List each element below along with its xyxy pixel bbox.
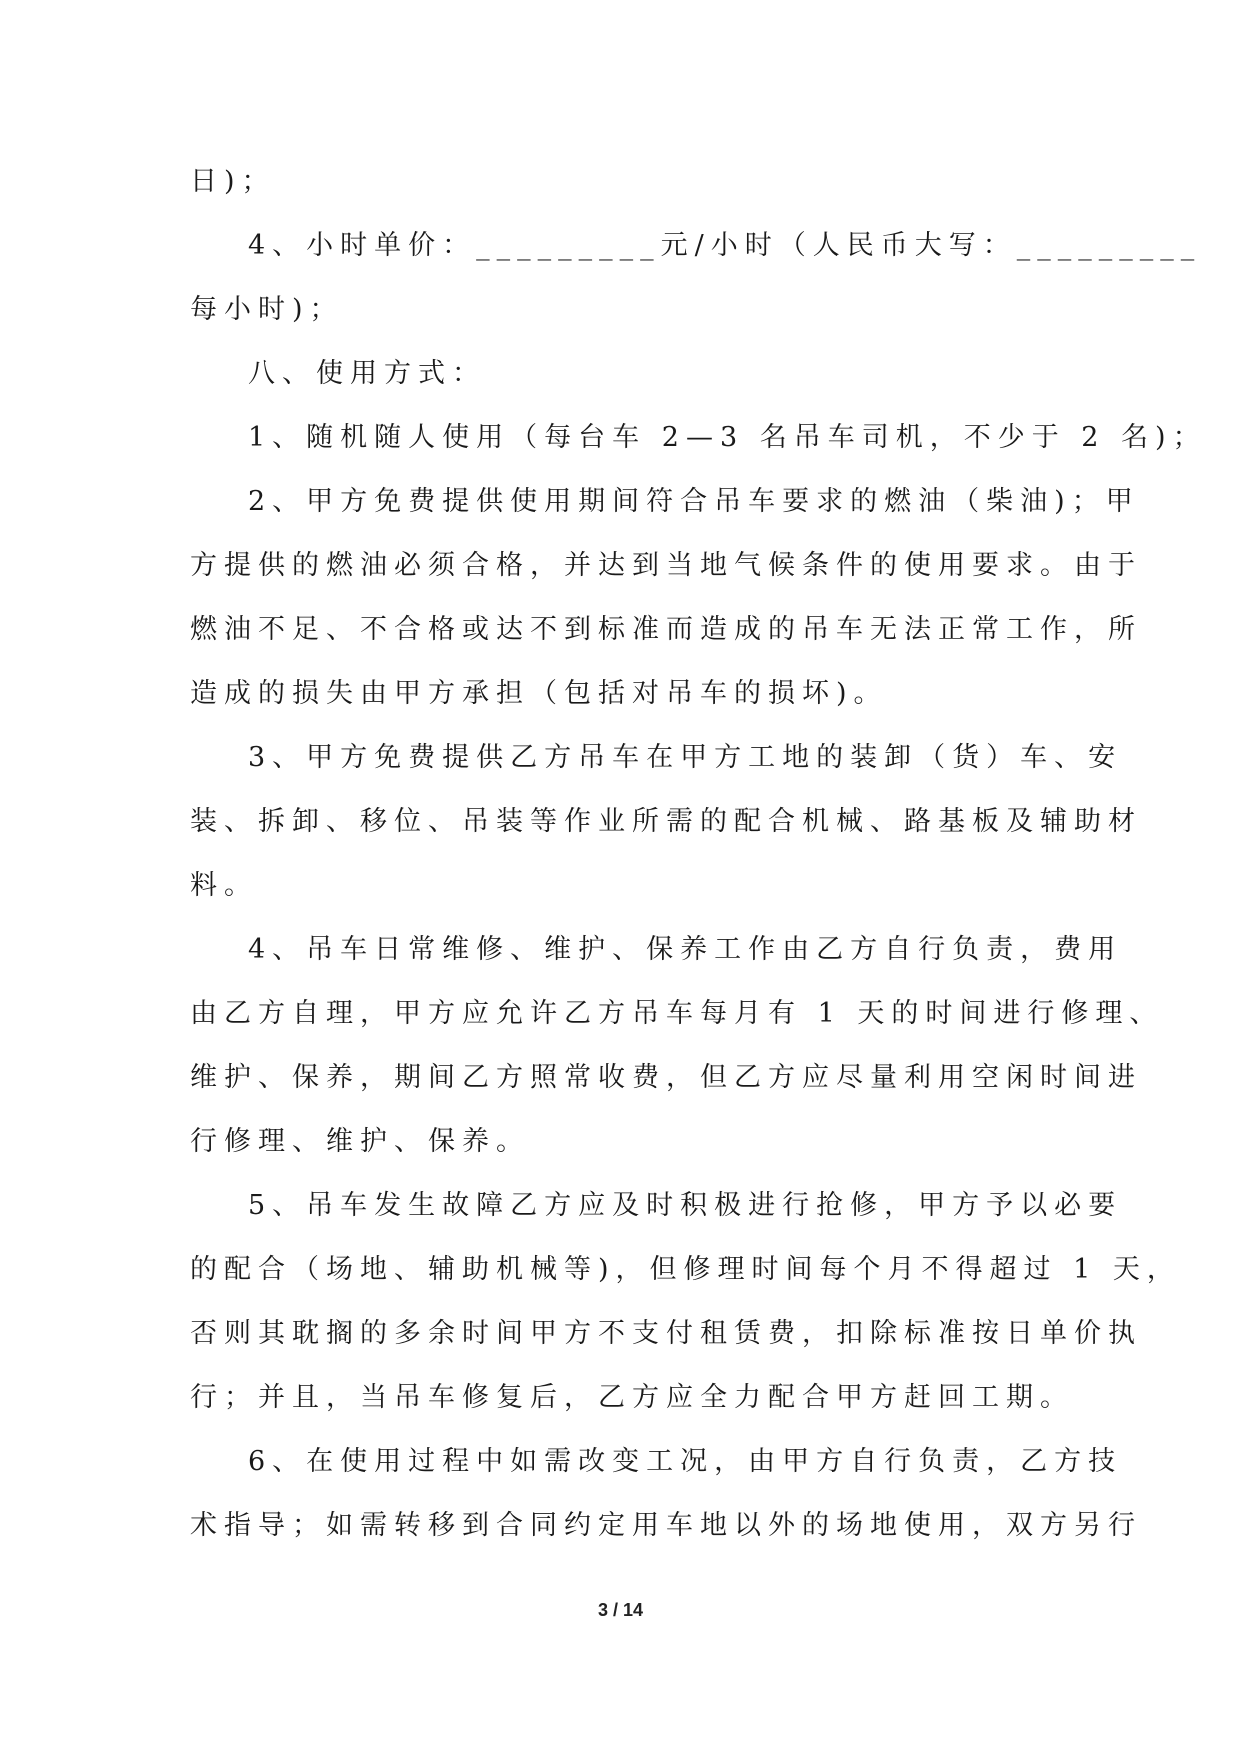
text-line: 3、甲方免费提供乙方吊车在甲方工地的装卸（货）车、安 [248,742,1123,773]
text-line: 装、拆卸、移位、吊装等作业所需的配合机械、路基板及辅助材 [190,806,1142,837]
text-line: 方提供的燃油必须合格，并达到当地气候条件的使用要求。由于 [190,550,1142,581]
text-line: 由乙方自理，甲方应允许乙方吊车每月有 1 天的时间进行修理、 [190,998,1164,1029]
text-line: 否则其耽搁的多余时间甲方不支付租赁费，扣除标准按日单价执 [190,1318,1142,1349]
text-line: 4、吊车日常维修、维护、保养工作由乙方自行负责，费用 [248,934,1123,965]
text-line: 造成的损失由甲方承担（包括对吊车的损坏)。 [190,678,888,709]
text-line: 5、吊车发生故障乙方应及时积极进行抢修，甲方予以必要 [248,1190,1123,1221]
text-line: 术指导；如需转移到合同约定用车地以外的场地使用，双方另行 [190,1510,1142,1541]
text-line: 4、小时单价：_________元/小时（人民币大写：_________ [248,230,1202,261]
document-body [190,150,1207,1558]
text-line: 燃油不足、不合格或达不到标准而造成的吊车无法正常工作，所 [190,614,1142,645]
text-line: 行；并且，当吊车修复后，乙方应全力配合甲方赶回工期。 [190,1382,1074,1413]
text-line: 行修理、维护、保养。 [190,1126,530,1157]
text-line: 每小时)； [190,294,344,325]
text-line: 日)； [190,166,276,197]
page-number: 3 / 14 [597,1600,644,1620]
text-line: 的配合（场地、辅助机械等)，但修理时间每个月不得超过 1 天， [190,1254,1181,1285]
text-line: 维护、保养，期间乙方照常收费，但乙方应尽量利用空闲时间进 [190,1062,1142,1093]
text-line: 1、随机随人使用（每台车 2—3 名吊车司机，不少于 2 名)； [248,422,1207,453]
section-heading: 八、使用方式： [248,358,486,389]
text-line: 6、在使用过程中如需改变工况，由甲方自行负责，乙方技 [248,1446,1123,1477]
text-line: 2、甲方免费提供使用期间符合吊车要求的燃油（柴油)；甲 [248,486,1140,517]
text-line: 料。 [190,870,258,901]
